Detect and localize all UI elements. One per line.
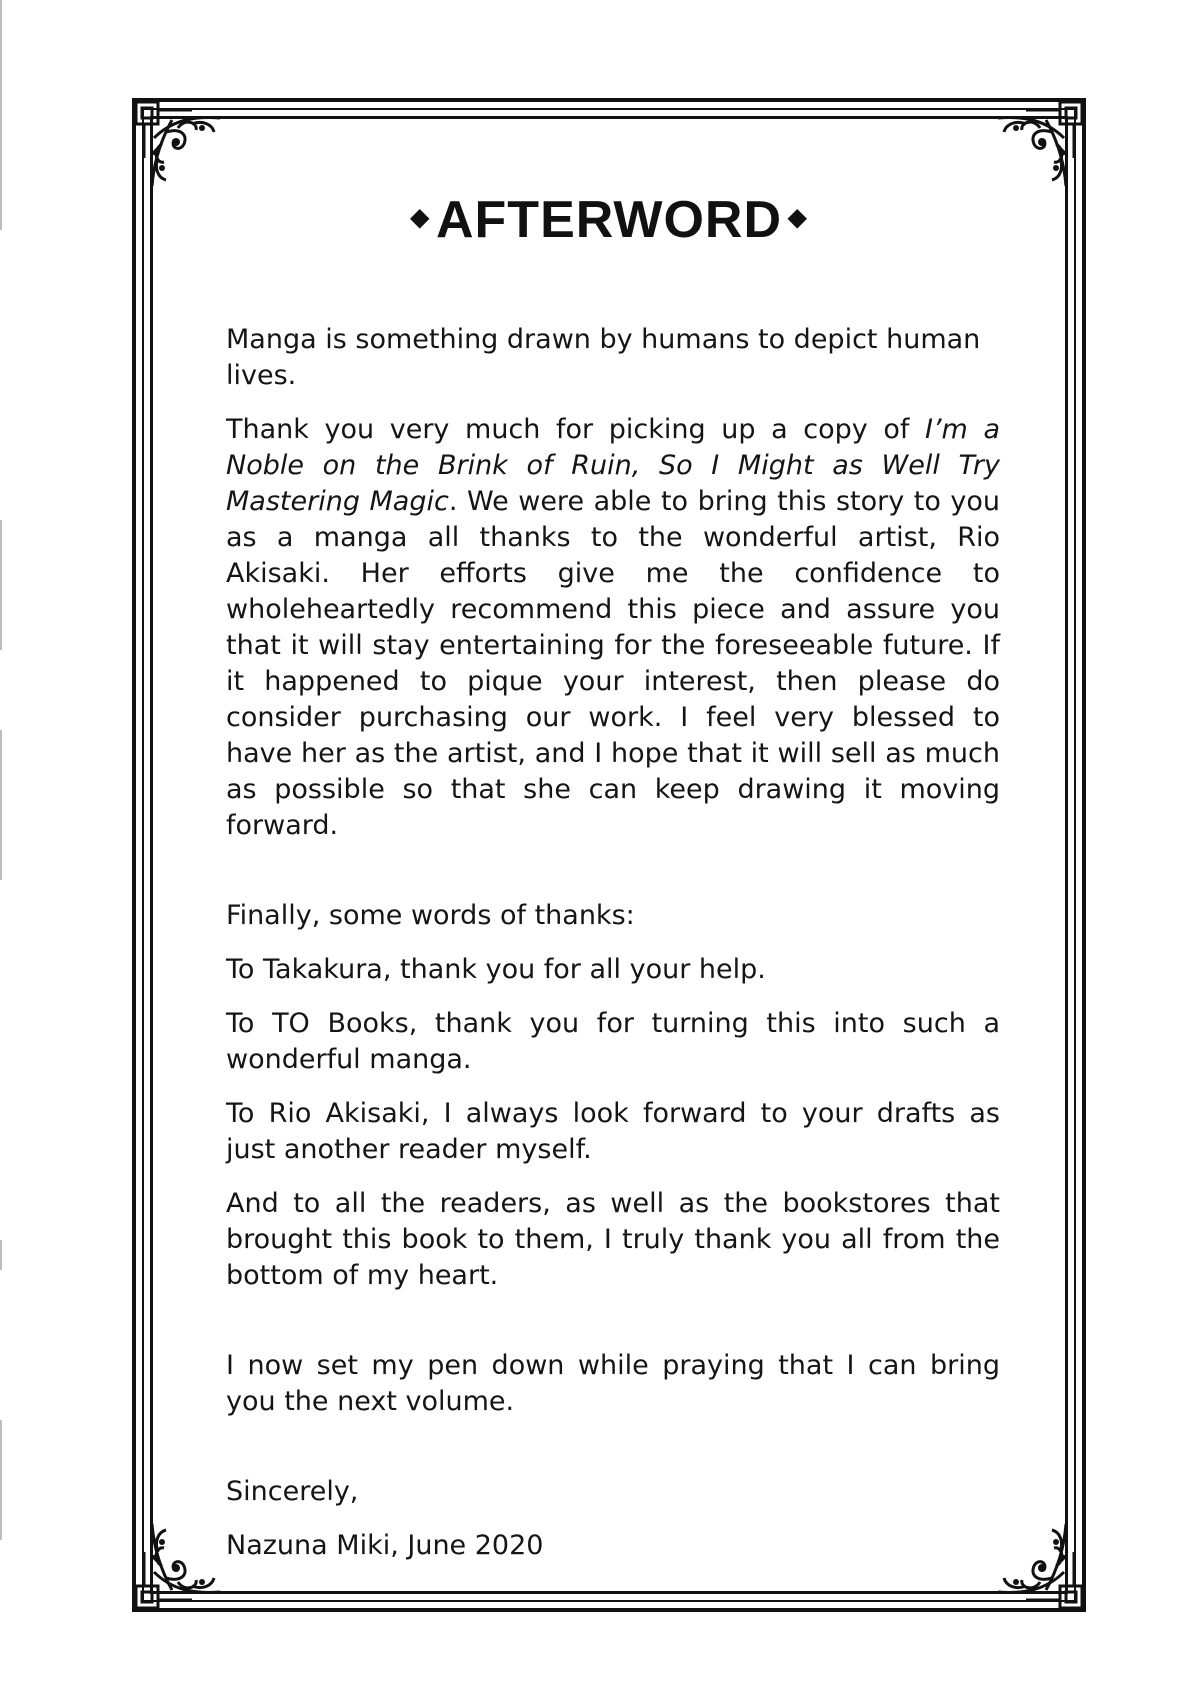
scan-edge-mark bbox=[0, 1240, 2, 1270]
scan-edge-mark bbox=[0, 520, 2, 650]
diamond-right-icon: ◆ bbox=[788, 203, 808, 231]
signoff: Sincerely, bbox=[226, 1476, 359, 1507]
page-title bbox=[150, 190, 1068, 250]
author-signature-line: Nazuna Miki, June 2020 bbox=[226, 1530, 544, 1561]
afterword-body bbox=[226, 322, 1000, 1582]
paragraph-thanks-to-books: To TO Books, thank you for turning this into such a wonderful manga. bbox=[226, 1008, 1000, 1075]
title-text: AFTERWORD bbox=[435, 191, 782, 249]
paragraph-opening: Manga is something drawn by humans to depict human lives. bbox=[226, 324, 981, 391]
scan-edge-mark bbox=[0, 1420, 2, 1540]
paragraph-thanks-reader-rest: . We were able to bring this story to you as a manga all thanks to the wonderful artist, Rio Akisaki. Her efforts give me the confidence to wholeheartedly recommend this piece and assure you that it will stay entertaining for the foreseeable future. If it happened to pique your interest, then please do consider purchasing our work. I feel very blessed to have her as the artist, and I hope that it will sell as much as possible so that she can keep drawing it moving forward. bbox=[226, 486, 1000, 841]
paragraph-thanks-readers: And to all the readers, as well as the bookstores that brought this book to them, I truly thank you all from the bottom of my heart. bbox=[226, 1188, 1000, 1291]
paragraph-thanks-reader-intro: Thank you very much for picking up a copy of bbox=[226, 414, 925, 445]
diamond-left-icon: ◆ bbox=[410, 203, 430, 231]
paragraph-thanks-takakura: To Takakura, thank you for all your help. bbox=[226, 954, 766, 985]
paragraph-thanks-artist: To Rio Akisaki, I always look forward to your drafts as just another reader myself. bbox=[226, 1098, 1000, 1165]
paragraph-words-of-thanks: Finally, some words of thanks: bbox=[226, 900, 635, 931]
paragraph-closing: I now set my pen down while praying that I can bring you the next volume. bbox=[226, 1350, 1000, 1417]
scan-edge-mark bbox=[0, 730, 2, 880]
paragraph-thanks-reader bbox=[226, 412, 1000, 844]
book-title: I’m a Noble on the Brink of Ruin, So I Might as Well Try Mastering Magic bbox=[226, 414, 1000, 517]
scan-edge-mark bbox=[0, 0, 2, 230]
